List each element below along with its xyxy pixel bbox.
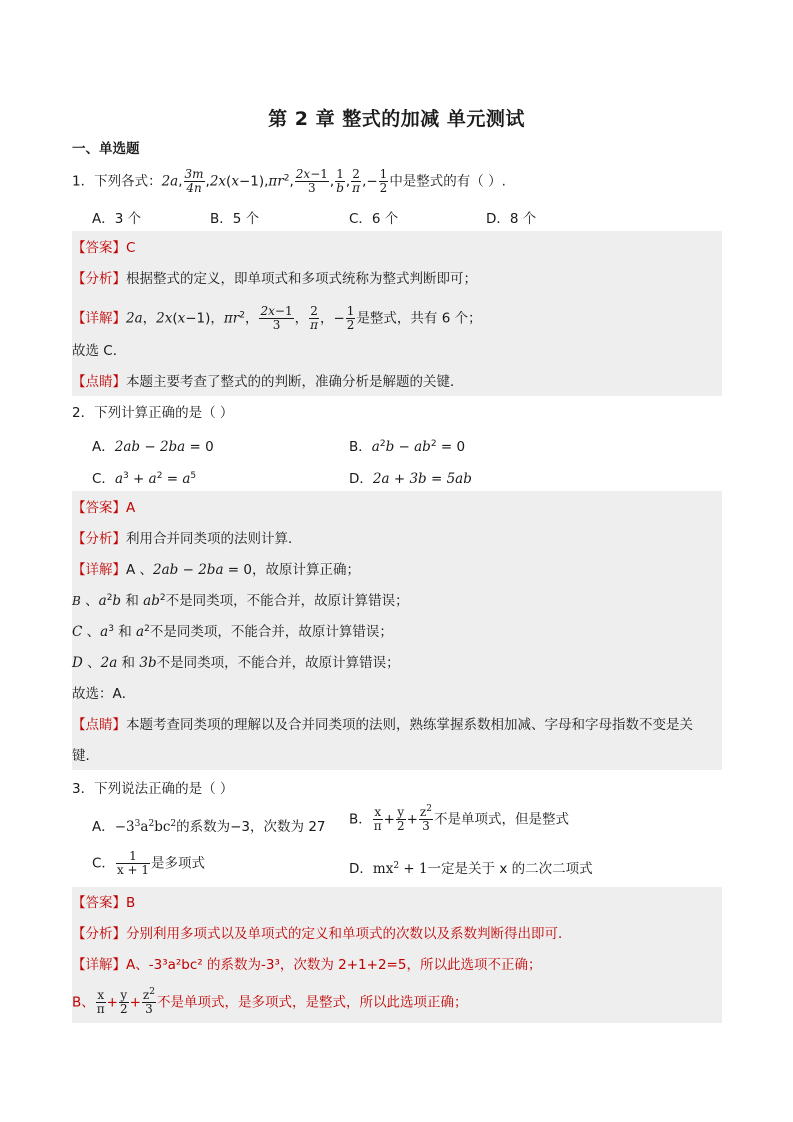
q3-stem: 3．下列说法正确的是（ ） [72,781,234,797]
q1-option-d: D．8 个 [486,211,537,227]
q2-conclusion: 故选：A． [72,686,136,702]
q1-comment: 【点睛】本题主要考查了整式的的判断，准确分析是解题的关键． [72,374,464,390]
q3-answer: 【答案】B [72,895,136,911]
q3-option-d: D．$mx^2 + 1$一定是关于 x 的二次二项式 [349,861,593,877]
q2-detail-d: D 、2a 和 3b不是同类项，不能合并，故原计算错误； [72,655,400,671]
q2-detail-a: 【详解】A 、2ab − 2ba = 0，故原计算正确； [72,562,360,578]
q3-detail-a: 【详解】A、-3³a²bc² 的系数为-3³，次数为 2+1+2=5，所以此选项不正确； [72,957,542,973]
q1-option-c: C．6 个 [349,211,399,227]
q2-comment: 【点睛】本题考查同类项的理解以及合并同类项的法则，熟练掌握系数相加减、字母和字母指数不变是关 [72,717,693,733]
section-heading: 一、单选题 [72,141,140,157]
page-title: 第 2 章 整式的加减 单元测试 [268,108,525,130]
q2-option-d: D．2a + 3b = 5ab [349,471,472,487]
q3-analysis: 【分析】分别利用多项式以及单项式的定义和单项式的次数以及系数判断得出即可． [72,926,572,942]
q2-option-c: C．$a^3 + a^2 = a^5$ [92,471,197,487]
q2-stem: 2．下列计算正确的是（ ） [72,405,234,421]
q3-option-a: A．$-3^3a^2bc^2$的系数为−3，次数为 27 [92,819,326,835]
q2-detail-c: C 、$a^3$ 和 $a^2$不是同类项，不能合并，故原计算错误； [72,624,393,640]
q1-option-a: A．3 个 [92,211,142,227]
q1-stem-prefix: 1．下列各式： [72,173,162,190]
q1-conclusion: 故选 C． [72,343,127,359]
q2-option-a: A．2ab − 2ba = 0 [92,439,214,455]
q1-detail: 【详解】2a，2x(x−1)，$\pi r^2$， $\frac{2x-1}{3}$ ， $\frac{2}{\pi}$ ，− $\frac{1}{2}$ 是整式，共有 6 个； [72,304,482,332]
q3-option-c: C． $\frac{1}{x + 1}$ 是多项式 [92,849,206,877]
q3-detail-b: B、 $\frac{x}{\pi}$ + $\frac{y}{2}$ + $\frac{z^2}{3}$ 不是单项式，是多项式，是整式，所以此选项正确； [72,987,468,1016]
q1-option-b: B．5 个 [210,211,260,227]
q1-analysis: 【分析】根据整式的定义，即单项式和多项式统称为整式判断即可； [72,271,477,287]
q1-answer: 【答案】C [72,240,136,256]
q2-analysis: 【分析】利用合并同类项的法则计算． [72,531,302,547]
q2-answer: 【答案】A [72,500,136,516]
q1-stem: 1．下列各式：2a, $\frac{3m}{4n}$ $,2x(x-1),\pi r^2$, $\frac{2x-1}{3}$ , $\frac{1}{b}$ , $\frac{2}{\pi}$ ,− $\frac{1}{2}$ 中是整式的有（ ）. [72,167,506,195]
q2-comment-cont: 键． [72,748,99,764]
q1-stem-suffix: 中是整式的有（ ）. [389,173,506,190]
q3-option-b: B． $\frac{x}{\pi}$ + $\frac{y}{2}$ + $\frac{z^2}{3}$ 不是单项式，但是整式 [349,804,569,833]
q2-detail-b: B 、$a^2b$ 和 $ab^2$不是同类项，不能合并，故原计算错误； [72,593,409,609]
q2-option-b: B．$a^2b - ab^2 = 0$ [349,439,466,455]
